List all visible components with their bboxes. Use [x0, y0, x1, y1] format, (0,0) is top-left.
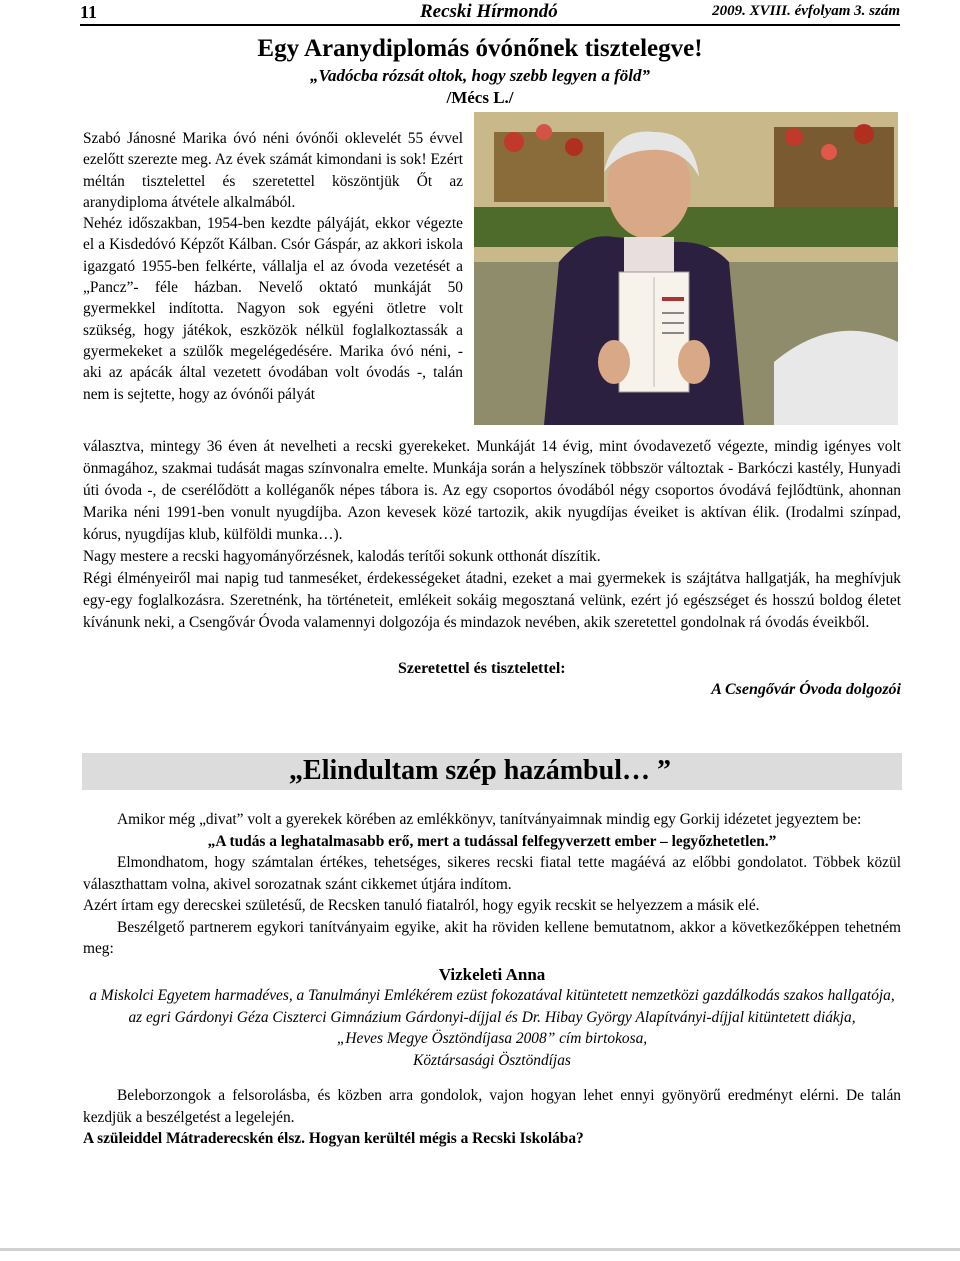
- tradition-paragraph: Nagy mestere a recski hagyományőrzésnek, kalodás terítői sokunk otthonát díszítik.: [83, 548, 601, 565]
- footer-rule: [0, 1248, 960, 1251]
- page-number: 11: [80, 2, 98, 22]
- motto-author: /Mécs L./: [446, 88, 514, 107]
- wishes-paragraph: Régi élményeiről mai napig tud tanmeséket, érdekességeket átadni, ezeket a mai gyermekek is szájtátva hallgatják, ha meghívjuk egy-egy foglalkozásra. Szeretnénk, ha történeteit, emlékeit sokáig megosztaná velünk, ezért jó egészséget és hosszú boldog életet kívánunk neki, a Csengővár Óvoda valamennyi dolgozója és mindazok nevében, akik szeretettel gondolnak rá óvodás éveikből.: [83, 570, 901, 631]
- credential-university: a Miskolci Egyetem harmadéves, a Tanulmányi Emlékérem ezüst fokozatával kitüntetett nemzetközi gazdálkodás szakos hallgatója,: [89, 987, 895, 1004]
- talent-paragraph: Elmondhatom, hogy számtalan értékes, tehetséges, sikeres recski fiatal tette magáévá az előbbi gondolatot. Többek közül választhattam volna, akivel sorozatnak szánt cikkemet útjára indítom.: [83, 854, 901, 893]
- intro-partner-paragraph: Beszélgető partnerem egykori tanítványaim egyike, akit ha röviden kellene bemutatnom, akkor a következőképpen tehetném meg:: [83, 918, 901, 957]
- interviewee-name: Vizkeleti Anna: [438, 964, 546, 984]
- second-article-body: [83, 809, 901, 1150]
- gorkij-quote: „A tudás a leghatalmasabb erő, mert a tudással felfegyverzett ember – legyőzhetetlen.”: [207, 832, 777, 850]
- reason-paragraph: Azért írtam egy derecskei születésű, de Recsken tanuló fiatalról, hogy egyik recskit se helyezzem a másik elé.: [83, 897, 760, 914]
- memory-paragraph: Amikor még „divat” volt a gyerekek körében az emlékkönyv, tanítványaimnak mindig egy Gorkij idézetet jegyeztem be:: [117, 811, 862, 828]
- page-header: [80, 0, 900, 26]
- history-paragraph: Nehéz időszakban, 1954-ben kezdte pályáját, ekkor végezte el a Kisdedóvó Képzőt Kálban. Csór Gáspár, az akkori iskola igazgató 1955-ben felkérte, vállalja el az óvoda vezetését a „Pancz”- féle házban. Nevelő oktató munkáját 50 gyermekkel indította. Nagyon sok egyéni ötletre volt szükség, hogy játékok, eszközök nélkül foglalkoztassák a gyermekeket a szülők megelégedésére. Marika óvó néni, - aki az apácák által vezetett óvodában volt óvodás -, talán nem is sejtette, hogy az óvónői pályát: [83, 215, 463, 403]
- career-paragraph: választva, mintegy 36 éven át nevelheti a recski gyerekeket. Munkáját 14 évig, mint óvodavezető végezte, mindig igényes volt önmagához, szakmai tudását magas színvonalra emelte. Munkája során a helyszínek többször változtak - Barkóczi kastély, Hunyadi úti óvoda -, de cserélődött a kolléganők népes tábora is. Az egy csoportos óvodából négy csoportos óvodává fejlődtünk, ahonnan Marika néni 1991-ben vonult nyugdíjba. Azon kevesek közé tartozik, akik nyugdíjas éveiket is aktívan élik. (Irodalmi színpad, kórus, nyugdíjas klub, külföldi munka…).: [83, 438, 901, 543]
- intro-column: [83, 128, 463, 405]
- closing-signature: A Csengővár Óvoda dolgozói: [711, 681, 901, 698]
- publication-title: Recski Hírmondó: [420, 1, 558, 22]
- reflection-paragraph: Beleborzongok a felsorolásba, és közben arra gondolok, vajon hogyan lehet ennyi gyönyörű eredményt elérni. De talán kezdjük a beszélgetést a legelején.: [83, 1087, 901, 1126]
- closing-greeting: Szeretettel és tisztelettel:: [398, 660, 566, 677]
- credential-republic: Köztársasági Ösztöndíjas: [413, 1051, 571, 1069]
- article-body: [83, 436, 901, 634]
- first-question: A szüleiddel Mátraderecskén élsz. Hogyan kerültél mégis a Recski Iskolába?: [83, 1130, 584, 1147]
- portrait-photo-drawing: [474, 112, 898, 425]
- article-title: Egy Aranydiplomás óvónőnek tisztelegve!: [257, 35, 703, 62]
- second-article-title: „Elindultam szép hazámbul… ”: [289, 755, 671, 786]
- issue-info: 2009. XVIII. évfolyam 3. szám: [712, 3, 900, 19]
- intro-paragraph: Szabó Jánosné Marika óvó néni óvónői oklevelét 55 évvel ezelőtt szerezte meg. Az évek számát kimondani is sok! Ezért méltán tisztelettel és szeretettel köszöntjük Őt az aranydiploma átvétele alkalmából.: [83, 130, 463, 211]
- credential-school: az egri Gárdonyi Géza Ciszterci Gimnázium Gárdonyi-díjjal és Dr. Hibay György Alapítványi-díjjal kitüntetett diákja,: [128, 1008, 856, 1026]
- portrait-photo: [474, 112, 898, 425]
- credential-scholarship: „Heves Megye Ösztöndíjasa 2008” cím birtokosa,: [336, 1030, 648, 1047]
- motto-quote: „Vadócba rózsát oltok, hogy szebb legyen a föld”: [310, 66, 650, 85]
